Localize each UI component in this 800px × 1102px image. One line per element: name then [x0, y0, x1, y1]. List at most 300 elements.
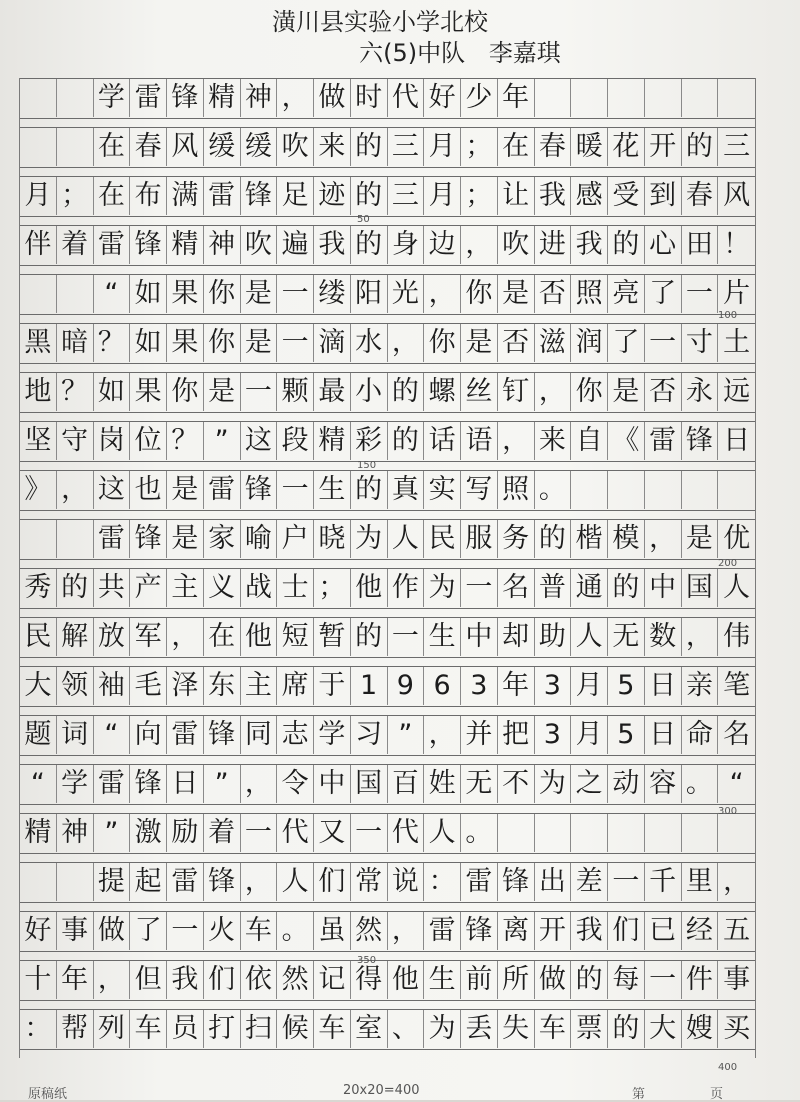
grid-cell: ， — [241, 863, 278, 901]
grid-cell: 中 — [461, 618, 498, 656]
grid-row — [20, 960, 755, 1001]
grid-cell: 姓 — [424, 765, 461, 803]
grid-cell: 之 — [571, 765, 608, 803]
grid-cell: 年 — [498, 667, 535, 705]
grid-cell: ？ — [167, 422, 204, 460]
grid-cell: 。 — [682, 765, 719, 803]
grid-cell: 锋 — [498, 863, 535, 901]
grid-cell: 名 — [498, 569, 535, 607]
grid-cell: 真 — [388, 471, 425, 509]
grid-cell — [718, 471, 755, 509]
grid-row — [20, 372, 755, 413]
grid-cell: 每 — [608, 961, 645, 999]
grid-cell: 车 — [130, 1010, 167, 1048]
grid-cell: 风 — [167, 128, 204, 166]
grid-cell: 共 — [94, 569, 131, 607]
grid-cell: 学 — [94, 79, 131, 117]
grid-cell: 心 — [645, 226, 682, 264]
grid-cell: 人 — [277, 863, 314, 901]
grid-cell: 》 — [20, 471, 57, 509]
grid-cell: 一 — [277, 275, 314, 313]
grid-cell: 是 — [204, 373, 241, 411]
grid-cell: 助 — [535, 618, 572, 656]
grid-cell: 最 — [314, 373, 351, 411]
grid-cell: 日 — [723, 425, 751, 456]
grid-cell: 3 — [535, 667, 572, 705]
grid-cell: 好 — [424, 79, 461, 117]
grid-cell: 是 — [682, 520, 719, 558]
grid-cell: 为 — [535, 765, 572, 803]
grid-cell: 是 — [608, 373, 645, 411]
grid-cell: 身 — [388, 226, 425, 264]
grid-cell: 9 — [388, 667, 425, 705]
grid-cell: 做 — [314, 79, 351, 117]
grid-cell: 三 — [388, 177, 425, 215]
grid-cell: 他 — [241, 618, 278, 656]
grid-cell: 螺 — [424, 373, 461, 411]
grid-cell: ， — [461, 226, 498, 264]
grid-cell: ； — [314, 569, 351, 607]
grid-cell: 题 — [20, 716, 57, 754]
grid-cell: 名 — [723, 719, 751, 750]
grid-cell: 时 — [351, 79, 388, 117]
grid-cell: 大 — [20, 667, 57, 705]
grid-cell: 来 — [535, 422, 572, 460]
grid-cell: 把 — [498, 716, 535, 754]
grid-cell: 一 — [608, 863, 645, 901]
grid-cell: 雷 — [167, 863, 204, 901]
grid-cell: 暗 — [57, 324, 94, 362]
grid-cell — [608, 79, 645, 117]
grid-cell: ； — [461, 177, 498, 215]
grid-cell: 3 — [461, 667, 498, 705]
grid-cell: 模 — [608, 520, 645, 558]
grid-cell: 同 — [241, 716, 278, 754]
grid-cell: 春 — [682, 177, 719, 215]
grid-cell — [682, 814, 719, 852]
grid-cell: 列 — [94, 1010, 131, 1048]
grid-cell: 为 — [424, 1010, 461, 1048]
grid-cell — [20, 520, 57, 558]
grid-cell: 雷 — [94, 226, 131, 264]
grid-row — [20, 225, 755, 266]
grid-cell: 如 — [130, 324, 167, 362]
grid-cell: 三 — [388, 128, 425, 166]
grid-cell: 了 — [130, 912, 167, 950]
grid-cell: 神 — [204, 226, 241, 264]
grid-cell: 雷 — [645, 422, 682, 460]
grid-cell: 秀 — [20, 569, 57, 607]
grid-cell: 做 — [94, 912, 131, 950]
grid-cell — [608, 471, 645, 509]
grid-cell: 月 — [571, 667, 608, 705]
grid-cell: 但 — [130, 961, 167, 999]
grid-cell: 的 — [351, 618, 388, 656]
grid-cell: 一 — [277, 324, 314, 362]
grid-cell: ； — [461, 128, 498, 166]
grid-cell — [20, 79, 57, 117]
grid-cell: “ — [729, 768, 744, 799]
grid-cell: 民 — [20, 618, 57, 656]
grid-cell: ， — [167, 618, 204, 656]
grid-cell: 得 — [351, 961, 388, 999]
grid-cell: 一 — [241, 814, 278, 852]
grid-cell: 的 — [351, 471, 388, 509]
grid-cell: 边 — [424, 226, 461, 264]
grid-cell: 吹 — [498, 226, 535, 264]
grid-cell: 润 — [571, 324, 608, 362]
grid-cell: 吹 — [277, 128, 314, 166]
grid-cell: 雷 — [204, 471, 241, 509]
grid-cell: 志 — [277, 716, 314, 754]
grid-cell: ； — [57, 177, 94, 215]
grid-cell: 是 — [167, 471, 204, 509]
grid-cell — [571, 814, 608, 852]
grid-cell: 一 — [351, 814, 388, 852]
grid-cell: 。 — [277, 912, 314, 950]
grid-cell: 照 — [498, 471, 535, 509]
grid-cell: 离 — [498, 912, 535, 950]
grid-cell: 向 — [130, 716, 167, 754]
grid-cell: 楷 — [571, 520, 608, 558]
grid-cell: 的 — [388, 373, 425, 411]
grid-cell: 毛 — [130, 667, 167, 705]
grid-cell: 缓 — [204, 128, 241, 166]
grid-cell: ， — [424, 716, 461, 754]
grid-cell: 却 — [498, 618, 535, 656]
grid-cell: 的 — [682, 128, 719, 166]
grid-cell: 服 — [461, 520, 498, 558]
grid-cell: 事 — [723, 964, 751, 995]
grid-cell: 无 — [461, 765, 498, 803]
grid-cell: 雷 — [461, 863, 498, 901]
grid-cell: 颗 — [277, 373, 314, 411]
grid-cell: 你 — [424, 324, 461, 362]
grid-cell: 代 — [277, 814, 314, 852]
grid-cell: 失 — [498, 1010, 535, 1048]
grid-cell: 你 — [167, 373, 204, 411]
grid-row — [20, 617, 755, 658]
grid-cell: 月 — [424, 128, 461, 166]
grid-cell — [57, 520, 94, 558]
grid-row — [20, 78, 755, 119]
grid-cell: ” — [94, 814, 131, 852]
grid-cell: 进 — [535, 226, 572, 264]
grid-cell: “ — [94, 716, 131, 754]
paper-label: 原稿纸 — [28, 1087, 68, 1102]
grid-cell: 前 — [461, 961, 498, 999]
grid-cell: ， — [277, 79, 314, 117]
grid-cell: 感 — [571, 177, 608, 215]
grid-cell: 们 — [314, 863, 351, 901]
grid-cell: ， — [57, 471, 94, 509]
grid-cell — [718, 814, 755, 852]
grid-cell: 动 — [608, 765, 645, 803]
grid-cell: 说 — [388, 863, 425, 901]
grid-row — [20, 813, 755, 854]
grid-cell: 精 — [167, 226, 204, 264]
grid-cell: 学 — [57, 765, 94, 803]
grid-cell: ， — [498, 422, 535, 460]
grid-cell: 士 — [277, 569, 314, 607]
grid-cell — [608, 814, 645, 852]
grid-cell: 袖 — [94, 667, 131, 705]
grid-cell: 雷 — [167, 716, 204, 754]
grid-cell: 我 — [167, 961, 204, 999]
grid-cell: 雷 — [204, 177, 241, 215]
grid-row — [20, 519, 755, 560]
grid-cell: 吹 — [241, 226, 278, 264]
grid-cell: ” — [204, 422, 241, 460]
grid-cell: 人 — [571, 618, 608, 656]
grid-row — [20, 568, 755, 609]
grid-cell: 雷 — [94, 520, 131, 558]
grid-cell: 日 — [167, 765, 204, 803]
author-name: 李嘉琪 — [488, 39, 561, 67]
grid-cell: 是 — [167, 520, 204, 558]
grid-cell: 一 — [461, 569, 498, 607]
grid-cell: 丢 — [461, 1010, 498, 1048]
grid-cell: 经 — [682, 912, 719, 950]
grid-row — [20, 862, 755, 903]
grid-cell: ： — [20, 1010, 57, 1048]
grid-cell: 国 — [351, 765, 388, 803]
grid-cell: 位 — [130, 422, 167, 460]
grid-cell: 件 — [682, 961, 719, 999]
char-count-marker: 100 — [718, 310, 738, 321]
grid-cell: 的 — [608, 569, 645, 607]
grid-cell: 车 — [241, 912, 278, 950]
grid-cell: “ — [94, 275, 131, 313]
grid-cell: 你 — [204, 324, 241, 362]
grid-cell: 代 — [388, 814, 425, 852]
grid-cell: 无 — [608, 618, 645, 656]
grid-cell: 的 — [351, 128, 388, 166]
grid-cell: 精 — [314, 422, 351, 460]
grid-cell: 人 — [723, 572, 751, 603]
grid-cell: 田 — [682, 226, 719, 264]
grid-cell: 五 — [723, 915, 751, 946]
grid-cell — [718, 79, 755, 117]
page-prefix: 第 — [632, 1087, 646, 1102]
char-count-marker: 400 — [718, 1062, 738, 1073]
grid-cell — [571, 471, 608, 509]
char-count-marker: 300 — [718, 806, 738, 817]
grid-cell: 一 — [241, 373, 278, 411]
grid-cell: 激 — [130, 814, 167, 852]
grid-cell — [645, 471, 682, 509]
grid-cell: 出 — [535, 863, 572, 901]
grid-row — [20, 666, 755, 707]
manuscript-grid — [19, 78, 756, 1058]
grid-cell: 锋 — [130, 226, 167, 264]
grid-cell — [20, 863, 57, 901]
class-name: 六(5)中队 — [359, 39, 466, 67]
grid-cell: ， — [241, 765, 278, 803]
grid-cell — [645, 814, 682, 852]
grid-cell: 这 — [94, 471, 131, 509]
grid-cell: 记 — [314, 961, 351, 999]
grid-cell: 他 — [351, 569, 388, 607]
grid-cell: 暂 — [314, 618, 351, 656]
grid-cell: 年 — [57, 961, 94, 999]
grid-cell: 中 — [314, 765, 351, 803]
grid-cell — [498, 814, 535, 852]
grid-cell: 5 — [608, 716, 645, 754]
grid-cell: 伴 — [20, 226, 57, 264]
grid-cell: 容 — [645, 765, 682, 803]
grid-cell: 领 — [57, 667, 94, 705]
grid-cell: 在 — [94, 128, 131, 166]
grid-cell: 一 — [645, 324, 682, 362]
grid-cell: 月 — [571, 716, 608, 754]
grid-cell: 《 — [608, 422, 645, 460]
grid-cell: 你 — [571, 373, 608, 411]
grid-row — [20, 470, 755, 511]
grid-cell: 令 — [277, 765, 314, 803]
grid-cell: 军 — [130, 618, 167, 656]
grid-cell: 少 — [461, 79, 498, 117]
grid-cell: 花 — [608, 128, 645, 166]
grid-cell: 缓 — [241, 128, 278, 166]
grid-cell: 室 — [351, 1010, 388, 1048]
grid-cell: 阳 — [351, 275, 388, 313]
grid-cell: 守 — [57, 422, 94, 460]
grid-cell: 的 — [571, 961, 608, 999]
grid-cell: 缕 — [314, 275, 351, 313]
grid-cell: 否 — [645, 373, 682, 411]
grid-cell: ， — [682, 618, 719, 656]
char-count-marker: 200 — [718, 558, 738, 569]
grid-cell: 然 — [351, 912, 388, 950]
grid-cell: 车 — [314, 1010, 351, 1048]
grid-cell: 作 — [388, 569, 425, 607]
grid-cell: 果 — [167, 324, 204, 362]
grid-cell: 滴 — [314, 324, 351, 362]
grid-cell: 解 — [57, 618, 94, 656]
grid-cell — [682, 471, 719, 509]
grid-cell: “ — [20, 765, 57, 803]
grid-cell: 坚 — [20, 422, 57, 460]
grid-cell: 如 — [130, 275, 167, 313]
grid-cell: 做 — [535, 961, 572, 999]
grid-cell — [571, 79, 608, 117]
grid-cell — [57, 275, 94, 313]
grid-cell: 精 — [20, 814, 57, 852]
grid-cell: 语 — [461, 422, 498, 460]
grid-cell: 不 — [498, 765, 535, 803]
grid-cell — [57, 79, 94, 117]
grid-cell: 又 — [314, 814, 351, 852]
grid-cell: 东 — [204, 667, 241, 705]
grid-cell: 的 — [608, 226, 645, 264]
grid-cell: 人 — [424, 814, 461, 852]
grid-cell: 千 — [645, 863, 682, 901]
grid-cell: 寸 — [682, 324, 719, 362]
grid-cell: 神 — [57, 814, 94, 852]
grid-cell: 光 — [388, 275, 425, 313]
grid-cell: 年 — [498, 79, 535, 117]
grid-row — [20, 911, 755, 952]
grid-cell: 小 — [351, 373, 388, 411]
grid-cell: 是 — [461, 324, 498, 362]
grid-cell: 锋 — [204, 863, 241, 901]
grid-cell: 他 — [388, 961, 425, 999]
grid-cell: 你 — [461, 275, 498, 313]
grid-cell: 一 — [388, 618, 425, 656]
grid-cell: 是 — [241, 324, 278, 362]
grid-cell: 遍 — [277, 226, 314, 264]
grid-cell: 的 — [608, 1010, 645, 1048]
grid-cell: 3 — [535, 716, 572, 754]
grid-cell: ， — [388, 912, 425, 950]
grid-cell: 5 — [608, 667, 645, 705]
grid-cell: ？ — [57, 373, 94, 411]
grid-cell: 月 — [424, 177, 461, 215]
grid-cell: 们 — [204, 961, 241, 999]
grid-cell: 滋 — [535, 324, 572, 362]
grid-cell: 满 — [167, 177, 204, 215]
grid-cell: 提 — [94, 863, 131, 901]
grid-cell: 否 — [535, 275, 572, 313]
grid-cell: 在 — [498, 128, 535, 166]
grid-cell: 日 — [645, 716, 682, 754]
grid-cell: 席 — [277, 667, 314, 705]
grid-cell: 照 — [571, 275, 608, 313]
grid-cell: 泽 — [167, 667, 204, 705]
grid-cell: 生 — [424, 618, 461, 656]
grid-cell: 优 — [723, 523, 751, 554]
grid-cell: 开 — [535, 912, 572, 950]
grid-cell — [535, 79, 572, 117]
grid-cell: 一 — [645, 961, 682, 999]
grid-row — [20, 274, 755, 315]
grid-cell: 岗 — [94, 422, 131, 460]
grid-cell: ？ — [94, 324, 131, 362]
grid-cell: 永 — [682, 373, 719, 411]
grid-cell: 月 — [20, 177, 57, 215]
grid-cell: 春 — [535, 128, 572, 166]
grid-cell: 学 — [314, 716, 351, 754]
grid-cell: ， — [645, 520, 682, 558]
grid-cell: 锋 — [130, 765, 167, 803]
grid-cell: 在 — [204, 618, 241, 656]
grid-cell: 所 — [498, 961, 535, 999]
grid-cell: 虽 — [314, 912, 351, 950]
grid-cell: 话 — [424, 422, 461, 460]
grid-cell: 然 — [277, 961, 314, 999]
grid-cell: ” — [204, 765, 241, 803]
grid-cell: 数 — [645, 618, 682, 656]
grid-cell: 主 — [167, 569, 204, 607]
grid-cell: 锋 — [167, 79, 204, 117]
grid-cell: ， — [424, 275, 461, 313]
grid-cell: 了 — [645, 275, 682, 313]
grid-cell: 精 — [204, 79, 241, 117]
grid-cell: 通 — [571, 569, 608, 607]
grid-cell: 是 — [498, 275, 535, 313]
grid-cell: 锋 — [461, 912, 498, 950]
grid-cell: 主 — [241, 667, 278, 705]
page-suffix: 页 — [710, 1087, 724, 1102]
grid-cell: 于 — [314, 667, 351, 705]
grid-cell: 足 — [277, 177, 314, 215]
grid-spec: 20x20=400 — [343, 1083, 420, 1098]
grid-row — [20, 715, 755, 756]
grid-cell: 务 — [498, 520, 535, 558]
char-count-marker: 150 — [357, 460, 377, 471]
grid-cell: 我 — [535, 177, 572, 215]
